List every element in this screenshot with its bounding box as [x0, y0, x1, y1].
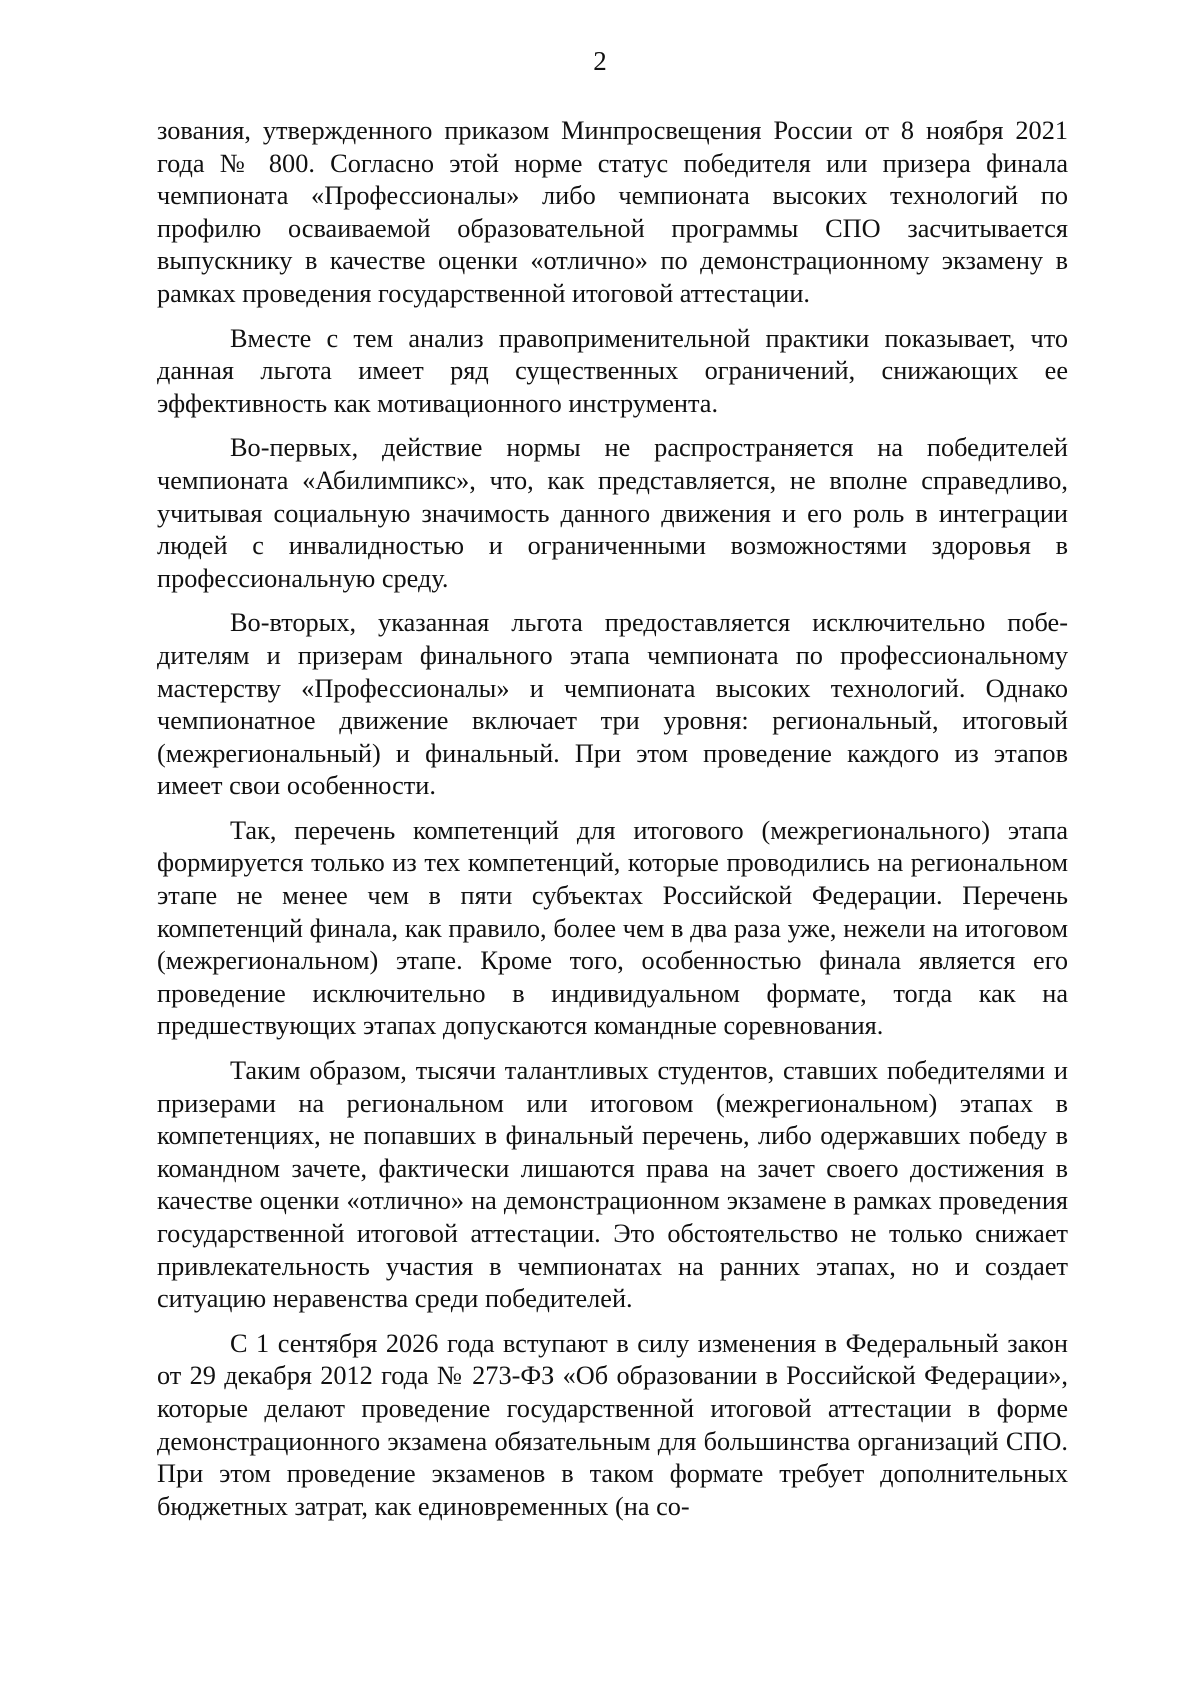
paragraph-continued: зования, утвержденного приказом Минпросвещения России от 8 ноября 2021 года № 800. Согласно этой норме статус победителя или призера финала чемпионата «Профессионалы» либо чемпионата высоких технологий по профилю осваиваемой образовательной программы СПО засчитывается выпускнику в качестве оценки «отлично» по демонстрационному экзамену в рамках проведения государственной итоговой аттестации. — [157, 116, 1068, 308]
paragraph-second-limitation: Во-вторых, указанная льгота предоставляется исключительно победителям и призерам финального этапа чемпионата по профессиональному мастерству «Профессионалы» и чемпионата высоких технологий. Однако чемпионатное движение включает три уровня: региональный, итоговый (межрегиональный) и финальный. При этом проведение каждого из этапов имеет свои особенности. — [157, 608, 1068, 801]
paragraph-competency-list: Так, перечень компетенций для итогового (межрегионального) этапа формируется только из тех компетенций, которые проводились на региональном этапе не менее чем в пяти субъектах Российской Федерации. Перечень компетенций финала, как правило, более чем в два раза уже, нежели на итоговом (межрегиональном) этапе. Кроме того, особенностью финала является его проведение исключительно в индивидуальном формате, тогда как на предшествующих этапах допускаются командные соревнования. — [157, 815, 1068, 1041]
paragraph-law-changes: С 1 сентября 2026 года вступают в силу изменения в Федеральный закон от 29 декабря 2012 года № 273-ФЗ «Об образовании в Российской Федерации», которые делают проведение государственной итоговой аттестации в форме демонстрационного экзамена обязательным для большинства организаций СПО. При этом проведение экзаменов в таком формате требует дополнительных бюджетных затрат, как единовременных (на со- — [157, 1328, 1068, 1521]
paragraph-first-limitation: Во-первых, действие нормы не распространяется на победителей чемпионата «Абилимпикс», что, как представляется, не вполне справедливо, учитывая социальную значимость данного движения и его роль в интеграции людей с инвалидностью и ограниченными возможностями здоровья в профессиональную среду. — [157, 433, 1068, 593]
paragraph-practice-analysis: Вместе с тем анализ правоприменительной практики показывает, что данная льгота имеет ряд существенных ограничений, снижающих ее эффективность как мотивационного инструмента. — [157, 323, 1068, 418]
document-body — [157, 115, 1068, 1535]
page-number: 2 — [593, 46, 607, 76]
paragraph-conclusion: Таким образом, тысячи талантливых студентов, ставших победителями и призерами на региональном или итоговом (межрегиональном) этапах в компетенциях, не попавших в финальный перечень, либо одержавших победу в командном зачете, фактически лишаются права на зачет своего достижения в качестве оценки «отлично» на демонстрационном экзамене в рамках проведения государственной итоговой аттестации. Это обстоятельство не только снижает привлекательность участия в чемпионатах на ранних этапах, но и создает ситуацию неравенства среди победителей. — [157, 1056, 1068, 1314]
